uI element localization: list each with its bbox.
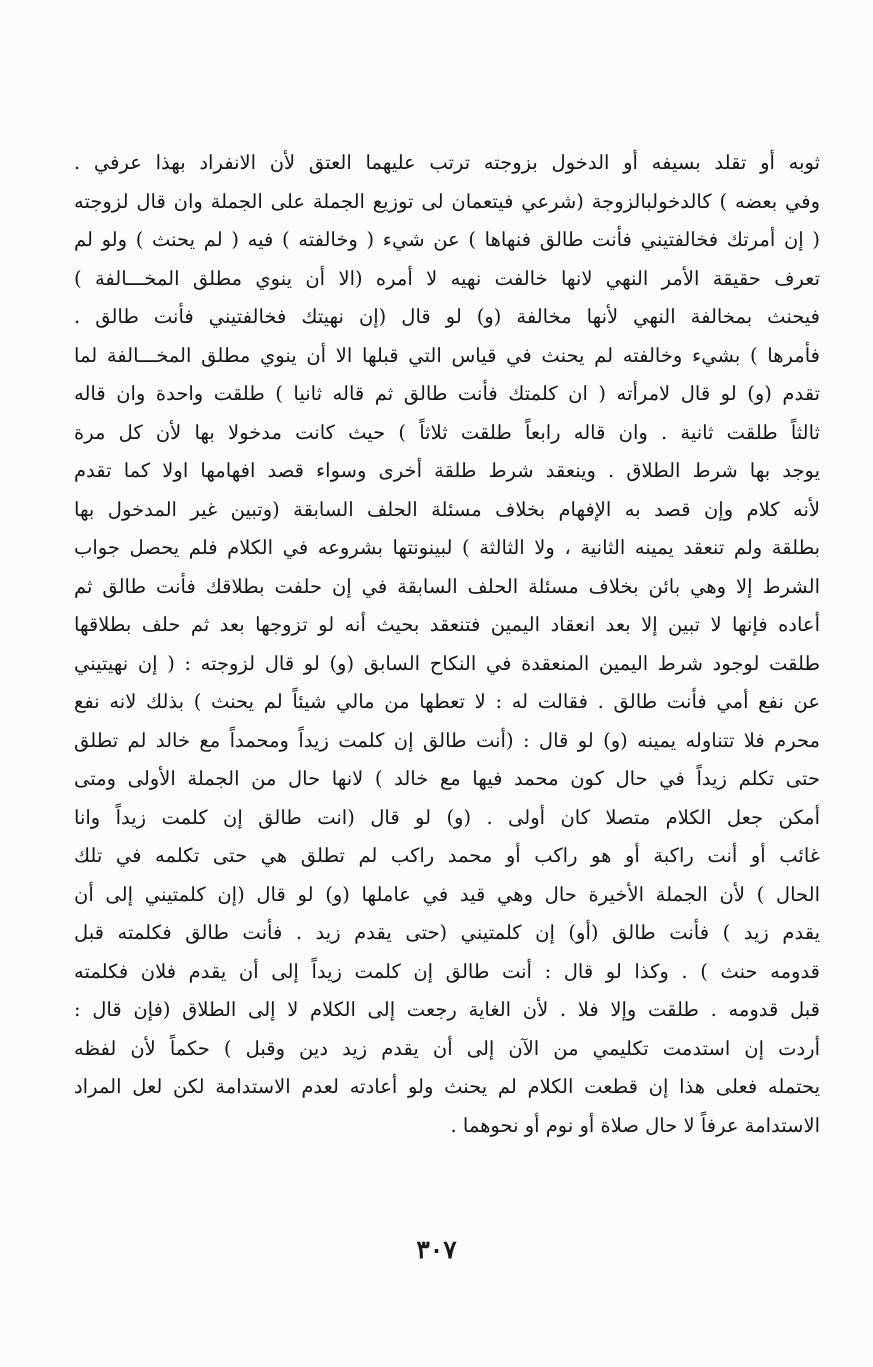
text-line: تقدم (و) لو قال لامرأته ( ان كلمتك فأنت طالق ثم قاله ثانيا ) طلقت واحدة وان قاله (74, 382, 820, 405)
text-line: وفي بعضه ) كالدخولبالزوجة (شرعي فيتعمان لى توزيع الجملة على الجملة وان قال لزوجته (74, 189, 820, 213)
text-line: يحتمله فعلى هذا إن قطعت الكلام لم يحنث ولو أعادته لعدم الاستدامة لكن لعل المراد (74, 1075, 820, 1098)
text-line: محرم فلا تتناوله يمينه (و) لو قال : (أنت طالق إن كلمت زيداً ومحمداً مع خالد لم تطلق (74, 728, 820, 752)
text-line: يقدم زيد ) فأنت طالق (أو) إن كلمتيني (حتى يقدم زيد . فأنت طالق فكلمته قبل (74, 921, 820, 944)
text-line: طلقت لوجود شرط اليمين المنعقدة في النكاح السابق (و) لو قال لزوجته : ( إن نهيتيني (74, 651, 820, 675)
text-line: ثوبه أو تقلد بسيفه أو الدخول بزوجته ترتب عليهما العتق لأن الانفراد بهذا عرفي . (74, 151, 820, 174)
text-line: قدومه حنث ) . وكذا لو قال : أنت طالق إن كلمت زيداً إلى أن يقدم فلان فكلمته (74, 959, 820, 983)
text-line: عن نفع أمي فأنت طالق . فقالت له : لا تعطها من مالي شيئاً لم يحنث ) بذلك لانه نفع (74, 690, 820, 713)
text-line: يوجد بها شرط الطلاق . وينعقد شرط طلقة أخرى وسواء قصد افهامها اولا كما تقدم (74, 459, 820, 482)
text-line: أردت إن استدمت تكليمي من الآن إلى أن يقدم زيد دين وقبل ) حكماً لأن لفظه (74, 1036, 820, 1060)
text-line: الحال ) لأن الجملة الأخيرة حال وهي قيد في عاملها (و) لو قال (إن كلمتيني إلى أن (74, 882, 820, 906)
text-line: حتى تكلم زيداً في حال كون محمد فيها مع خالد ) لانها حال من الجملة الأولى ومتى (74, 767, 820, 790)
text-line: ثالثاً طلقت ثانية . وان قاله رابعاً طلقت ثلاثاً ) حيث كانت مدخولا بها لأن كل مرة (74, 420, 820, 444)
text-line: فيحنث بمخالفة النهي لأنها مخالفة (و) لو قال (إن نهيتك فخالفتيني فأنت طالق . (74, 305, 820, 328)
text-line: ( إن أمرتك فخالفتيني فأنت طالق فنهاها ) عن شيء ( وخالفته ) فيه ( لم يحنث ) ولو لم (74, 228, 820, 251)
text-line: تعرف حقيقة الأمر النهي لانها خالفت نهيه لا أمره (الا أن ينوي مطلق المخـــالفة ) (74, 266, 820, 290)
text-line: أمكن جعل الكلام متصلا كان أولى . (و) لو قال (انت طالق إن كلمت زيداً وانا (74, 805, 820, 829)
body-text (74, 144, 820, 1145)
text-line: فأمرها ) بشيء وخالفته لم يحنث في قياس التي قبلها الا أن ينوي مطلق المخـــالفة لما (74, 343, 820, 367)
text-line: غائب أو أنت راكبة أو هو راكب أو محمد راكب لم تطلق هي حتى تكلمه في تلك (74, 844, 820, 867)
text-line: الاستدامة عرفاً لا حال صلاة أو نوم أو نحوهما . (450, 1113, 820, 1137)
page-number: ٣٠٧ (416, 1235, 457, 1264)
text-line: لأنه كلام وإن قصد به الإفهام بخلاف مسئلة الحلف السابقة (وتبين غير المدخول بها (74, 497, 820, 521)
text-line: قبل قدومه . طلقت وإلا فلا . لأن الغاية رجعت إلى الكلام لا إلى الطلاق (فإن قال : (74, 998, 820, 1021)
text-line: أعاده فإنها لا تبين إلا بعد انعقاد اليمين فتنعقد بحيث أنه لو تزوجها بعد ثم حلف بطلاقها (74, 613, 820, 636)
text-line: بطلقة ولم تنعقد يمينه الثانية ، ولا الثالثة ) لبينونتها بشروعه في الكلام فلم يحصل جواب (74, 536, 820, 559)
text-line: الشرط إلا وهي بائن بخلاف مسئلة الحلف السابقة في إن حلفت بطلاقك فأنت طالق ثم (74, 574, 820, 598)
